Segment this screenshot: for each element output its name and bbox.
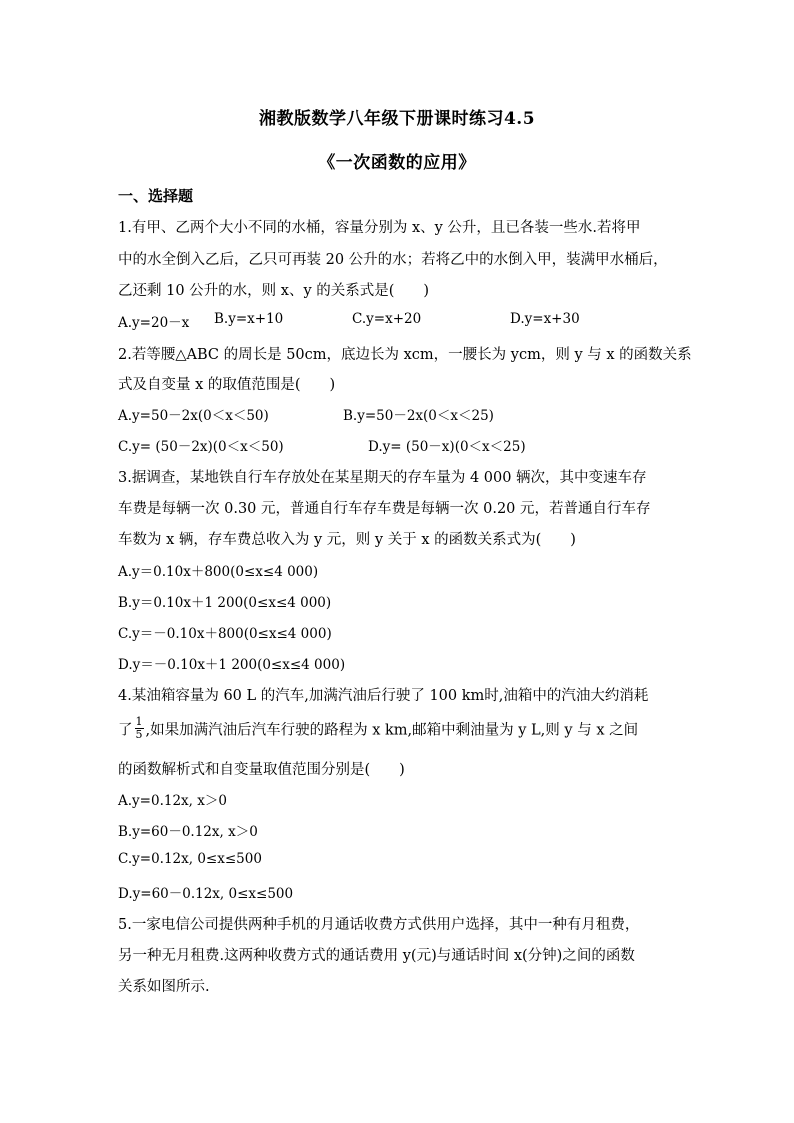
q3-text-line-3: 车数为 x 辆，存车费总收入为 y 元，则 y 关于 x 的函数关系式为( ) xyxy=(118,532,576,548)
q3-text-line-1: 3.据调查，某地铁自行车存放处在某星期天的存车量为 4 000 辆次，其中变速车存 xyxy=(118,470,647,486)
page-title: 湘教版数学八年级下册课时练习4.5 xyxy=(258,109,536,129)
q5-text-line-2: 另一种无月租费.这两种收费方式的通话费用 y(元)与通话时间 x(分钟)之间的函数 xyxy=(118,948,635,964)
q1-option-d: D.y=x+30 xyxy=(510,311,580,327)
page-subtitle: 《一次函数的应用》 xyxy=(318,153,476,173)
q3-option-c: C.y＝－0.10x＋800(0≤x≤4 000) xyxy=(118,626,332,642)
q4-option-b: B.y=60－0.12x, x＞0 xyxy=(118,824,258,840)
q3-option-a: A.y＝0.10x＋800(0≤x≤4 000) xyxy=(118,564,319,580)
fraction-denominator: 5 xyxy=(135,728,143,741)
q2-option-b: B.y=50－2x(0＜x＜25) xyxy=(343,408,494,424)
q2-option-d: D.y= (50－x)(0＜x＜25) xyxy=(368,439,526,455)
fraction-numerator: 1 xyxy=(135,715,143,728)
q4-text-line-1: 4.某油箱容量为 60 L 的汽车,加满汽油后行驶了 100 km时,油箱中的汽油大约消耗 xyxy=(118,688,649,704)
q4-line-2-prefix: 了 xyxy=(118,722,133,739)
q4-text-line-3: 的函数解析式和自变量取值范围分别是( ) xyxy=(118,762,405,778)
q3-option-b: B.y＝0.10x＋1 200(0≤x≤4 000) xyxy=(118,595,332,611)
q1-option-c: C.y=x+20 xyxy=(352,311,422,327)
q4-option-d: D.y=60－0.12x, 0≤x≤500 xyxy=(118,886,294,902)
q1-text-line-2: 中的水全倒入乙后，乙只可再装 20 公升的水；若将乙中的水倒入甲，装满甲水桶后， xyxy=(118,252,668,268)
q3-text-line-2: 车费是每辆一次 0.30 元，普通自行车存车费是每辆一次 0.20 元，若普通自行车存 xyxy=(118,501,651,517)
q1-text-line-1: 1.有甲、乙两个大小不同的水桶，容量分别为 x、y 公升，且已各装一些水.若将甲 xyxy=(118,220,641,236)
q3-option-d: D.y＝－0.10x＋1 200(0≤x≤4 000) xyxy=(118,657,346,673)
q2-text-line-2: 式及自变量 x 的取值范围是( ) xyxy=(118,377,336,393)
q5-text-line-1: 5.一家电信公司提供两种手机的月通话收费方式供用户选择，其中一种有月租费， xyxy=(118,917,640,933)
q2-option-c: C.y= (50－2x)(0＜x＜50) xyxy=(118,439,284,455)
q2-text-line-1: 2.若等腰△ABC 的周长是 50cm，底边长为 xcm，一腰长为 ycm，则 y 与 x 的函数关系 xyxy=(118,347,692,363)
q2-option-a: A.y=50－2x(0＜x＜50) xyxy=(118,408,269,424)
q1-text-line-3: 乙还剩 10 公升的水，则 x、y 的关系式是( ) xyxy=(118,283,430,299)
q4-line-2-suffix: ,如果加满汽油后汽车行驶的路程为 x km,邮箱中剩油量为 y L,则 y 与 x 之间 xyxy=(145,722,639,739)
q1-option-b: B.y=x+10 xyxy=(214,311,284,327)
q1-option-a: A.y=20－x xyxy=(118,315,190,331)
q4-text-line-2 xyxy=(118,715,639,743)
q4-option-a: A.y=0.12x, x＞0 xyxy=(118,793,227,809)
q4-option-c: C.y=0.12x, 0≤x≤500 xyxy=(118,851,262,867)
fraction-one-fifth xyxy=(135,716,144,741)
q5-text-line-3: 关系如图所示. xyxy=(118,979,210,995)
section-heading: 一、选择题 xyxy=(118,187,194,205)
